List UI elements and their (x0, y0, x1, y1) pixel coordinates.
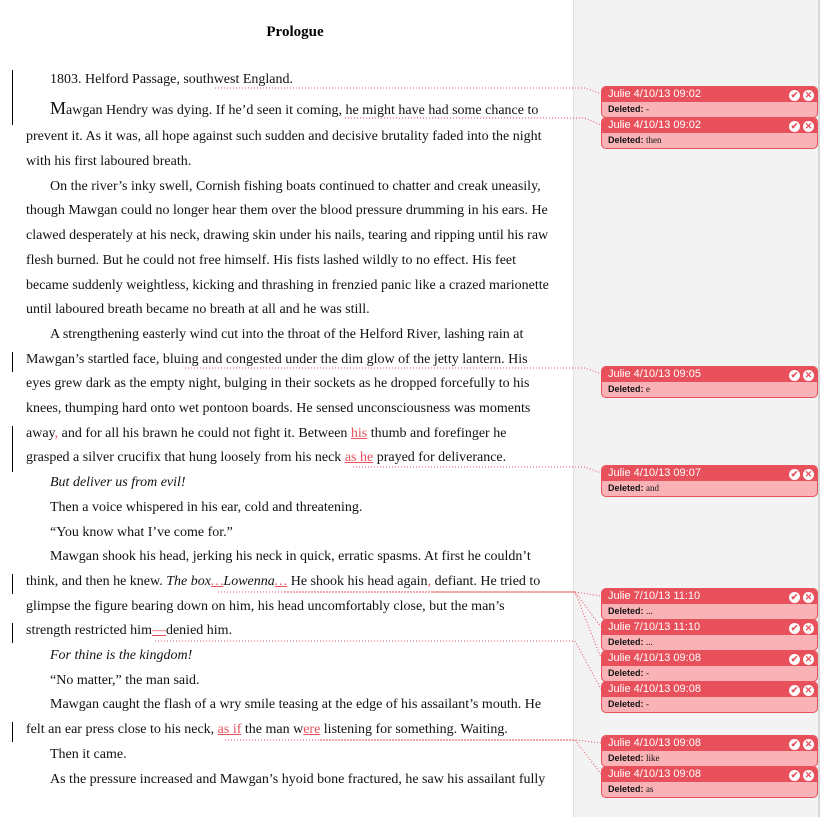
balloon-body (602, 782, 817, 797)
balloon-body (602, 382, 817, 397)
text-run: the man w (241, 722, 304, 738)
balloon-author-date: Julie 7/10/13 11:10 (608, 621, 701, 633)
text-run: clawed desperately at his neck, drawing skin under his nails, tearing and ripping until his raw (26, 228, 549, 244)
inserted-text: — (151, 623, 166, 639)
text-run: listening for something. Waiting. (320, 722, 508, 738)
text-run: Mawgan shook his head, jerking his neck in quick, erratic spasms. At first he couldn’t (50, 549, 531, 565)
deleted-text: ... (646, 637, 653, 647)
tracked-change-balloon[interactable] (601, 86, 818, 118)
inserted-text: … (274, 573, 288, 589)
text-run: became suddenly weightless, kicking and thrashing in frenzied panic like a crazed marionette (26, 277, 549, 293)
balloon-author-date: Julie 4/10/13 09:08 (608, 652, 701, 664)
balloon-label: Deleted: (608, 699, 644, 709)
check-circle-icon[interactable]: ✔ (790, 685, 799, 695)
x-circle-icon[interactable]: ✕ (804, 654, 813, 664)
balloon-header (602, 118, 817, 133)
text-run: and for all his brawn he could not fight it. Between (58, 425, 351, 441)
balloon-author-date: Julie 4/10/13 09:08 (608, 737, 701, 749)
text-run: strength restricted him (26, 623, 152, 639)
balloon-header (602, 767, 817, 782)
deleted-text: e (646, 384, 651, 394)
tracked-change-balloon[interactable] (601, 366, 818, 398)
balloon-label: Deleted: (608, 135, 644, 145)
chapter-title: Prologue (266, 24, 324, 40)
deleted-text: - (646, 104, 650, 114)
connector-line (155, 641, 601, 689)
text-run: grasped a silver crucifix that hung loosely from his neck (26, 450, 345, 466)
text-run: felt an ear press close to his neck, (26, 722, 218, 738)
balloon-author-date: Julie 7/10/13 11:10 (608, 590, 701, 602)
balloon-body (602, 133, 817, 148)
text-run: As the pressure increased and Mawgan’s hyoid bone fractured, he saw his assailant fully (50, 771, 546, 787)
check-circle-icon[interactable]: ✔ (790, 370, 799, 380)
balloon-header (602, 87, 817, 102)
text-run: prayed for deliverance. (373, 450, 507, 466)
text-run: eyes grew dark as the empty night, bulging in their sockets as he dropped forcefully to his (26, 376, 530, 392)
balloon-header (602, 736, 817, 751)
x-circle-icon[interactable]: ✕ (804, 90, 813, 100)
text-run: 1803. Helford Passage, southwest England. (50, 72, 294, 87)
text-run: defiant. He tried to (431, 573, 541, 589)
tracked-change-balloon[interactable] (601, 766, 818, 798)
change-bar (12, 574, 13, 594)
balloon-body (602, 604, 817, 619)
balloon-header (602, 589, 817, 604)
text-run: Then it came. (50, 746, 127, 762)
balloon-body (602, 666, 817, 681)
balloon-body (602, 635, 817, 650)
balloon-header (602, 620, 817, 635)
change-bar (12, 623, 13, 643)
deleted-text: and (646, 483, 660, 493)
tracked-change-balloon[interactable] (601, 650, 818, 682)
balloon-author-date: Julie 4/10/13 09:02 (608, 119, 701, 131)
tracked-change-balloon[interactable] (601, 465, 818, 497)
x-circle-icon[interactable]: ✕ (804, 469, 813, 479)
text-run: denied him. (165, 623, 233, 639)
text-run: think, and then he knew. (26, 573, 167, 589)
tracked-change-balloon[interactable] (601, 619, 818, 651)
balloon-body (602, 697, 817, 712)
text-run: But deliver us from evil! (50, 475, 186, 491)
inserted-text: ere (303, 722, 321, 738)
x-circle-icon[interactable]: ✕ (804, 685, 813, 695)
text-run: Mawgan caught the flash of a wry smile teasing at the edge of his assailant’s mouth. He (50, 697, 542, 713)
x-circle-icon[interactable]: ✕ (804, 592, 813, 602)
tracked-change-balloon[interactable] (601, 681, 818, 713)
text-run: glimpse the figure bearing down on him, his head uncomfortably close, but the man’s (26, 598, 505, 614)
text-run: until laboured breath became no breath at all and he was still. (26, 302, 370, 318)
x-circle-icon[interactable]: ✕ (804, 370, 813, 380)
text-run: A strengthening easterly wind cut into the throat of the Helford River, lashing rain at (50, 326, 524, 342)
text-run: “You know what I’ve come for.” (50, 524, 233, 540)
text-run: Then a voice whispered in his ear, cold and threatening. (50, 499, 363, 515)
balloon-header (602, 651, 817, 666)
change-bar (12, 70, 13, 125)
check-circle-icon[interactable]: ✔ (790, 469, 799, 479)
check-circle-icon[interactable]: ✔ (790, 770, 799, 780)
text-run: Mawgan’s startled face, bluing and congested under the dim glow of the jetty lantern. His (26, 351, 528, 367)
text-run: For thine is the kingdom! (50, 648, 193, 663)
tracked-change-balloon[interactable] (601, 735, 818, 767)
balloon-author-date: Julie 4/10/13 09:05 (608, 368, 701, 380)
balloon-header (602, 367, 817, 382)
text-run: The box (166, 573, 211, 589)
text-run: awgan Hendry was dying. If he’d seen it coming, he might have had some chance to (66, 103, 539, 118)
text-run: away (26, 425, 55, 441)
check-circle-icon[interactable]: ✔ (790, 654, 799, 664)
text-run: with his first laboured breath. (26, 154, 192, 169)
balloon-author-date: Julie 4/10/13 09:08 (608, 683, 701, 695)
check-circle-icon[interactable]: ✔ (790, 90, 799, 100)
inserted-text: his (350, 425, 368, 441)
text-run: thumb and forefinger he (367, 425, 507, 441)
balloon-label: Deleted: (608, 668, 644, 678)
balloon-author-date: Julie 4/10/13 09:07 (608, 467, 701, 479)
x-circle-icon[interactable]: ✕ (804, 623, 813, 633)
deleted-text: then (646, 135, 662, 145)
check-circle-icon[interactable]: ✔ (790, 121, 799, 131)
deleted-text: - (646, 668, 650, 678)
inserted-text: as he (344, 450, 374, 466)
connector-line (285, 592, 601, 627)
inserted-text: as if (217, 722, 242, 738)
balloon-label: Deleted: (608, 104, 644, 114)
balloon-label: Deleted: (608, 753, 644, 763)
deleted-text: like (646, 753, 660, 763)
connector-line (218, 592, 601, 596)
change-bar (12, 426, 13, 472)
inserted-text: … (210, 573, 224, 589)
balloon-label: Deleted: (608, 384, 644, 394)
balloon-header (602, 466, 817, 481)
connector-line (353, 467, 601, 473)
connector-line (215, 88, 601, 94)
connector-line (185, 368, 601, 374)
balloon-label: Deleted: (608, 483, 644, 493)
text-run: flesh burned. But he could not free himself. His fists lashed wildly to no effect. His feet (26, 252, 517, 268)
balloon-label: Deleted: (608, 606, 644, 616)
balloon-body (602, 102, 817, 117)
balloon-body (602, 751, 817, 766)
text-run: prevent it. As it was, all hope against such sudden and decisive brutality faded into the night (26, 129, 542, 144)
check-circle-icon[interactable]: ✔ (790, 623, 799, 633)
balloon-label: Deleted: (608, 637, 644, 647)
balloon-author-date: Julie 4/10/13 09:02 (608, 88, 701, 100)
deleted-text: as (646, 784, 654, 794)
connector-line (433, 592, 601, 658)
x-circle-icon[interactable]: ✕ (804, 121, 813, 131)
change-bar (12, 352, 13, 372)
balloon-header (602, 682, 817, 697)
text-run: knees, thumping hard onto wet pontoon boards. He sensed unconsciousness was moments (26, 401, 531, 416)
x-circle-icon[interactable]: ✕ (804, 770, 813, 780)
text-run: He shook his head again (287, 573, 428, 589)
text-run: On the river’s inky swell, Cornish fishing boats continued to chatter and creak uneasily, (50, 178, 541, 194)
inserted-text: , (427, 573, 432, 589)
check-circle-icon[interactable]: ✔ (790, 592, 799, 602)
connector-line (345, 118, 601, 125)
change-bar (12, 722, 13, 742)
text-run: “No matter,” the man said. (50, 672, 200, 688)
check-circle-icon[interactable]: ✔ (790, 739, 799, 749)
connector-line (320, 740, 601, 774)
tracked-change-balloon[interactable] (601, 588, 818, 620)
inserted-text: , (54, 425, 59, 441)
balloon-label: Deleted: (608, 784, 644, 794)
text-run: M (50, 98, 67, 118)
balloon-author-date: Julie 4/10/13 09:08 (608, 768, 701, 780)
tracked-change-balloon[interactable] (601, 117, 818, 149)
x-circle-icon[interactable]: ✕ (804, 739, 813, 749)
text-run: Lowenna (223, 573, 275, 589)
balloon-body (602, 481, 817, 496)
deleted-text: ... (646, 606, 653, 616)
deleted-text: - (646, 699, 650, 709)
text-run: though Mawgan could no longer hear them over the blood pressure drumming in his ears. He (26, 203, 548, 219)
